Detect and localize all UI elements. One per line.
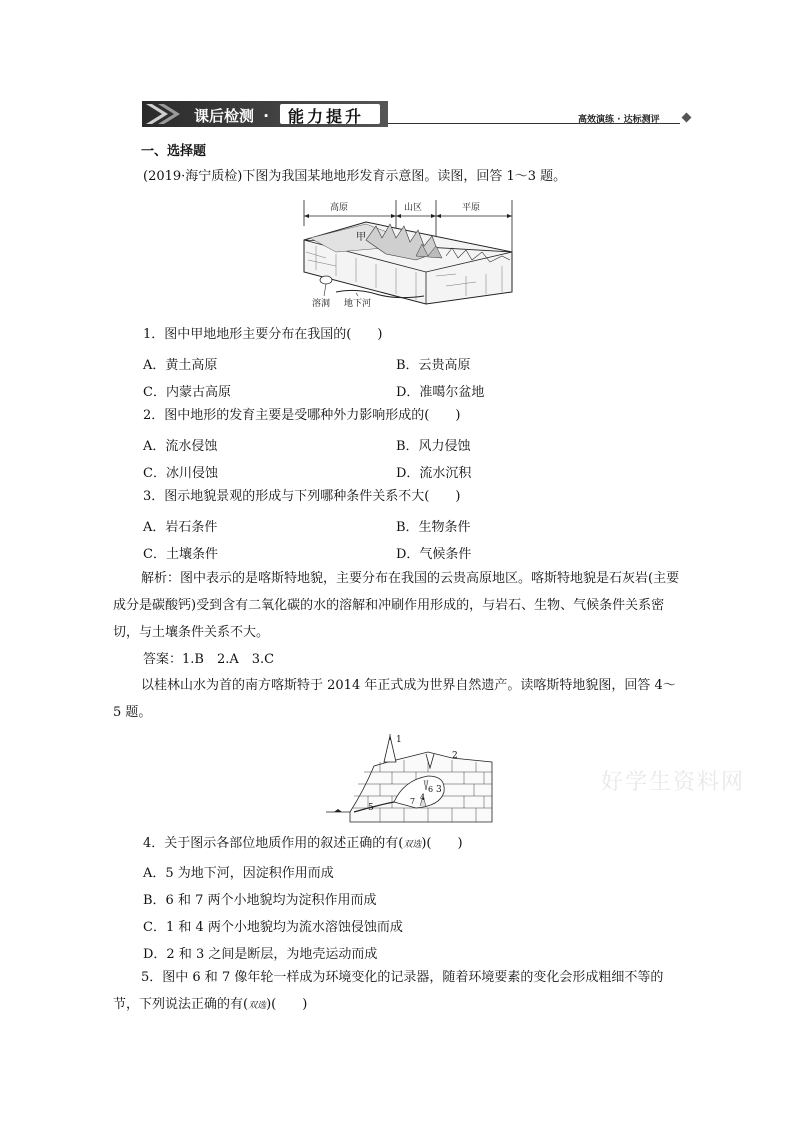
- intro-1-text: 下图为我国某地地形发育示意图。读图，回答 1～3 题。: [242, 169, 567, 184]
- fig2-label-7: 7: [410, 797, 416, 806]
- fig2-label-6: 6: [428, 785, 434, 794]
- q1-close: ): [377, 327, 383, 342]
- section-title: 课后检测: [194, 107, 255, 125]
- q5-close: ): [302, 997, 308, 1012]
- q4-option-d: D．2 和 3 之间是断层，为地壳运动而成: [143, 947, 378, 962]
- fig2-label-1: 1: [396, 735, 402, 745]
- header-right-label: 高效演练 · 达标测评: [578, 115, 660, 125]
- q3-option-b: B．生物条件: [396, 520, 471, 535]
- q5-stem-end: )(: [266, 997, 277, 1012]
- intro-1-source: (2019·海宁质检): [143, 169, 243, 184]
- q3-close: ): [455, 489, 461, 504]
- q4-close: ): [457, 836, 463, 851]
- q5-tag: 双选: [248, 1001, 267, 1011]
- section-heading: 一、选择题: [141, 144, 207, 159]
- question-3: [143, 489, 460, 505]
- label-plain: 平原: [462, 203, 481, 213]
- label-plateau: 高原: [330, 203, 349, 213]
- question-2: [143, 408, 460, 424]
- watermark: 好学生资料网: [601, 770, 746, 795]
- q1-stem: 1．图中甲地地形主要分布在我国的(: [143, 327, 352, 342]
- q4-stem-end: )(: [421, 836, 432, 851]
- q3-stem: 3．图示地貌景观的形成与下列哪种条件关系不大(: [143, 489, 430, 504]
- q2-option-c: C．冰川侵蚀: [143, 466, 218, 481]
- fig2-label-4: 4: [420, 793, 426, 802]
- q1-option-a: A．黄土高原: [143, 358, 218, 373]
- fig2-label-3: 3: [436, 785, 442, 795]
- q4-option-a: A．5 为地下河，因淀积作用而成: [143, 866, 334, 881]
- q4-tag: 双选: [403, 840, 422, 850]
- question-4: [143, 836, 463, 853]
- q2-option-b: B．风力侵蚀: [396, 439, 471, 454]
- analysis-text: 解析：图中表示的是喀斯特地貌，主要分布在我国的云贵高原地区。喀斯特地貌是石灰岩(主要成分是碳酸钙)受到含有二氧化碳的水的溶解和冲刷作用形成的，与岩石、生物、气候条件关系密切，与土壤条件关系不大。: [113, 571, 680, 640]
- label-jia: 甲: [356, 232, 366, 243]
- q2-stem: 2．图中地形的发育主要是受哪种外力影响形成的(: [143, 408, 430, 423]
- karst-landform-figure: [296, 196, 524, 312]
- intro-1: [143, 169, 566, 185]
- q1-option-d: D．准噶尔盆地: [396, 385, 485, 400]
- label-mountain: 山区: [404, 203, 423, 213]
- q3-option-c: C．土壤条件: [143, 547, 218, 562]
- fig2-label-5: 5: [368, 803, 374, 813]
- q2-option-d: D．流水沉积: [396, 466, 472, 481]
- q4-stem: 4．关于图示各部位地质作用的叙述正确的有(: [143, 836, 404, 851]
- q4-option-c: C．1 和 4 两个小地貌均为流水溶蚀侵蚀而成: [143, 920, 403, 935]
- fig2-label-2: 2: [452, 751, 458, 761]
- q4-option-b: B．6 和 7 两个小地貌均为淀积作用而成: [143, 893, 377, 908]
- diamond-icon: [682, 113, 692, 123]
- q2-option-a: A．流水侵蚀: [143, 439, 218, 454]
- q1-option-b: B．云贵高原: [396, 358, 471, 373]
- q1-option-c: C．内蒙古高原: [143, 385, 231, 400]
- question-1: [143, 327, 382, 343]
- label-underground-river: 地下河: [344, 299, 372, 309]
- label-cave: 溶洞: [312, 299, 331, 309]
- answer-text: 答案：1.B 2.A 3.C: [143, 652, 275, 667]
- intro-2: 以桂林山水为首的南方喀斯特于 2014 年正式成为世界自然遗产。读喀斯特地貌图，回答 4～5 题。: [113, 678, 676, 720]
- highlight-title: 能力提升: [288, 107, 365, 126]
- title-separator: ·: [263, 107, 269, 125]
- q3-option-d: D．气候条件: [396, 547, 472, 562]
- q5-stem: 5．图中 6 和 7 像年轮一样成为环境变化的记录器，随着环境要素的变化会形成粗细不等的节，下列说法正确的有(: [113, 970, 664, 1012]
- question-5: [113, 964, 683, 1020]
- q3-option-a: A．岩石条件: [143, 520, 218, 535]
- q2-close: ): [455, 408, 461, 423]
- karst-cave-figure: [324, 730, 496, 826]
